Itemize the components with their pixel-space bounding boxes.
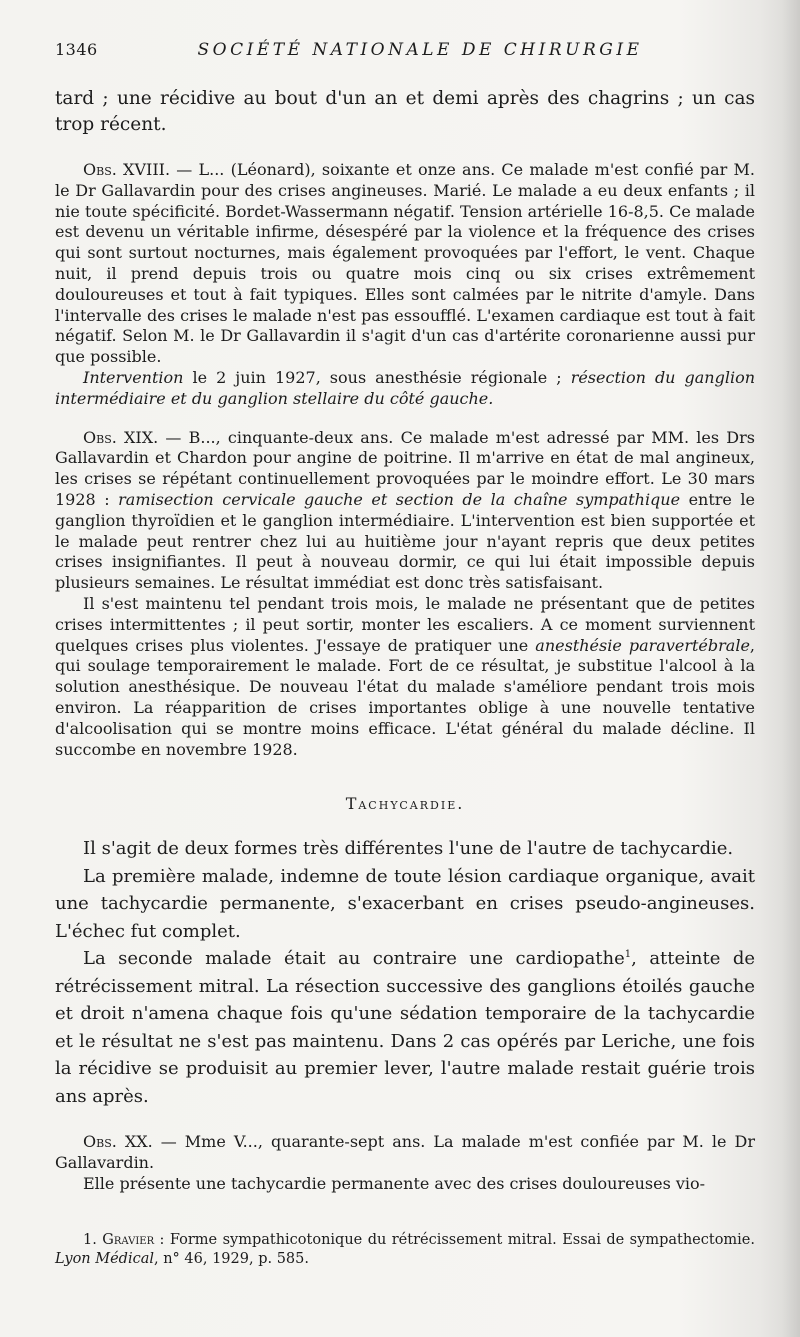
footnote-journal: Lyon Médical xyxy=(55,1250,154,1267)
obs-20-label: Obs. XX. xyxy=(83,1132,153,1152)
footnote-text-2: , n° 46, 1929, p. 585. xyxy=(154,1250,309,1267)
obs-20-text: — Mme V..., quarante-sept ans. La malade m'est confiée par M. le Dr Gallavardin. xyxy=(55,1132,755,1173)
section-heading: Tachycardie. xyxy=(345,794,465,814)
footnote-text-1: : Forme sympathicotonique du rétrécissement mitral. Essai de sympathectomie. xyxy=(154,1231,755,1248)
obs-19-text-1: — B..., cinquante-deux ans. Ce malade m'est adressé par MM. les Drs Gallavardin et Chardon pour angine de poitrine. Il m'arrive en état de mal angineux, les crises se répétant continuellement provoquées par le moindre effort. Le 30 mars 1928 : xyxy=(55,427,755,509)
section-paragraph-1: Il s'agit de deux formes très différentes l'une de l'autre de tachycardie. xyxy=(83,838,734,860)
page-header xyxy=(55,40,755,70)
obs-20-paragraph-2: Elle présente une tachycardie permanente avec des crises douloureuses vio- xyxy=(83,1173,706,1193)
obs-19-p2-text-2: , qui soulage temporairement le malade. Fort de ce résultat, je substitue l'alcool à la solution anesthésique. De nouveau l'état du malade s'améliore pendant trois mois environ. La réapparition de crises importantes oblige à une nouvelle tentative d'alcoolisation qui se montre moins efficace. L'état général du malade décline. Il succombe en novembre 1928. xyxy=(55,635,756,759)
obs-19-p2-italic: anesthésie paravertébrale xyxy=(535,635,750,655)
intervention-italic: résection du ganglion intermédiaire et du ganglion stellaire du côté gauche. xyxy=(55,367,756,408)
page-number: 1346 xyxy=(55,40,98,59)
obs-19-italic-1: ramisection cervicale gauche et section de la chaîne sympathique xyxy=(118,489,681,509)
content xyxy=(55,40,755,1269)
obs-19-label: Obs. XIX. xyxy=(83,427,159,447)
intervention-label: Intervention xyxy=(83,367,184,387)
footnote-marker: 1 xyxy=(624,949,632,961)
obs-19-p2-text-1: Il s'est maintenu tel pendant trois mois, le malade ne présentant que de petites crises intermittentes ; il peut sortir, monter les escaliers. A ce moment surviennent quelques crises plus violentes. J'essaye de pratiquer une xyxy=(55,593,755,655)
section-p3-b: , atteinte de rétrécissement mitral. La résection successive des ganglions étoilés gauche et droit n'amena chaque fois qu'une sédation temporaire de la tachycardie et le résultat ne s'est pas maintenu. Dans 2 cas opérés par Leriche, une fois la récidive se produisit au premier lever, l'autre malade restait guérie trois ans après. xyxy=(55,948,755,1107)
page-shadow xyxy=(782,0,800,1337)
obs-18-intervention xyxy=(55,368,755,410)
section-p3-a: La seconde malade était au contraire une cardiopathe xyxy=(83,948,625,970)
footnote xyxy=(55,1231,755,1269)
section-paragraph-2: La première malade, indemne de toute lésion cardiaque organique, avait une tachycardie permanente, s'exacerbant en crises pseudo-angineuses. L'échec fut complet. xyxy=(55,865,755,942)
obs-19-text-2: entre le ganglion thyroïdien et le ganglion intermédiaire. L'intervention est bien supportée et le malade peut rentrer chez lui au huitième jour n'ayant repris que deux petites crises insignifiantes. Il peut à nouveau dormir, ce qui lui était impossible depuis plusieurs semaines. Le résultat immédiat est donc très satisfaisant. xyxy=(55,489,755,593)
footnote-author: Gravier xyxy=(102,1231,155,1248)
running-title: SOCIÉTÉ NATIONALE DE CHIRURGIE xyxy=(197,40,643,60)
obs-19-paragraph xyxy=(55,428,755,594)
obs-19-paragraph-2 xyxy=(55,594,755,760)
footnote-number: 1. xyxy=(83,1231,97,1248)
intervention-text: le 2 juin 1927, sous anesthésie régionale ; xyxy=(183,367,571,387)
obs-18-text: — L... (Léonard), soixante et onze ans. Ce malade m'est confié par M. le Dr Gallavardin pour des crises angineuses. Marié. Le malade a eu deux enfants ; il nie toute spécificité. Bordet-Wassermann négatif. Tension artérielle 16-8,5. Ce malade est devenu un véritable infirme, désespéré par la violence et la fréquence des crises qui sont surtout nocturnes, mais également provoquées par l'effort, le vent. Chaque nuit, il prend depuis trois ou quatre mois cinq ou six crises extrêmement douloureuses et tout à fait typiques. Elles sont calmées par le nitrite d'amyle. Dans l'intervalle des crises le malade n'est pas essoufflé. L'examen cardiaque est tout à fait négatif. Selon M. le Dr Gallavardin il s'agit d'un cas d'artérite coronarienne aussi pur que possible. xyxy=(55,160,755,367)
obs-20-paragraph xyxy=(55,1132,755,1174)
continuation-paragraph: tard ; une récidive au bout d'un an et demi après des chagrins ; un cas trop récent. xyxy=(55,88,755,135)
obs-18-paragraph xyxy=(55,160,755,368)
obs-18-label: Obs. XVIII. xyxy=(83,160,171,179)
section-paragraph-3 xyxy=(55,945,755,1110)
